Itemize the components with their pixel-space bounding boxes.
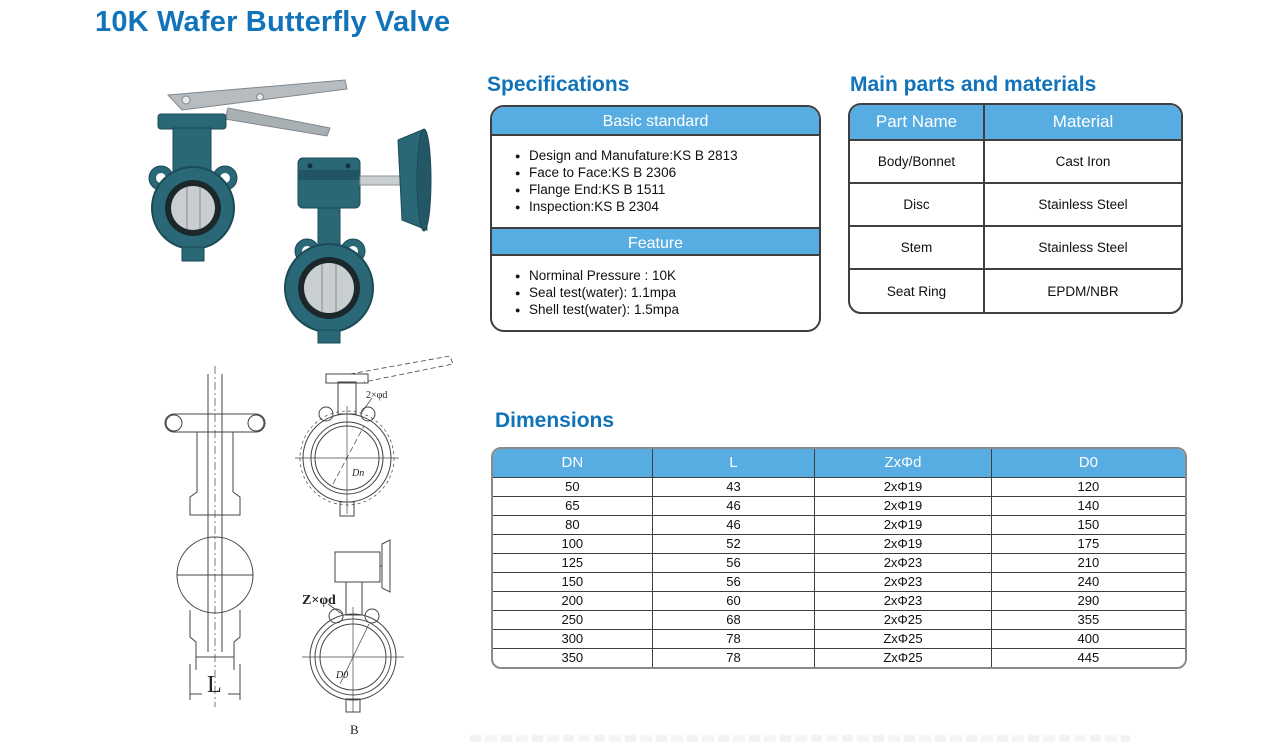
valve-neck (173, 128, 211, 172)
dimensions-table-wrap (491, 447, 1187, 669)
table-cell: 120 (991, 477, 1185, 496)
technical-drawing (150, 352, 470, 742)
dimensions-heading: Dimensions (495, 409, 615, 432)
feature-list (492, 256, 819, 330)
feature-header: Feature (492, 227, 819, 256)
table-cell: 2xΦ23 (815, 553, 991, 572)
table-cell: 355 (991, 610, 1185, 629)
front-view-gear-drawing (302, 540, 404, 712)
header-cell: ZxΦd (815, 449, 991, 477)
table-cell: Disc (850, 183, 984, 226)
header-cell: Part Name (850, 105, 984, 140)
table-cell: 65 (493, 496, 652, 515)
table-cell: 250 (493, 610, 652, 629)
header-cell: Material (984, 105, 1181, 140)
table-cell: 50 (493, 477, 652, 496)
front-view-lever-drawing (295, 356, 453, 516)
table-row (493, 553, 1185, 572)
dimensions-table-body (493, 477, 1185, 667)
table-cell: 78 (652, 648, 815, 667)
dimensions-header-row (493, 449, 1185, 477)
spec-bullet-item: ● Face to Face:KS B 2306 (515, 164, 811, 181)
table-cell: 56 (652, 572, 815, 591)
valve-foot (318, 330, 340, 343)
table-cell: 80 (493, 515, 652, 534)
table-cell: 150 (493, 572, 652, 591)
table-cell: Stainless Steel (984, 226, 1181, 269)
spec-bullet-item: ● Seal test(water): 1.1mpa (515, 284, 811, 301)
lever-hole (182, 96, 190, 104)
dimension-label-dn: Dn (352, 468, 365, 479)
table-row (850, 183, 1181, 226)
table-cell: 2xΦ23 (815, 572, 991, 591)
spec-bullet-item: ● Design and Manufature:KS B 2813 (515, 147, 811, 164)
dimensions-table (493, 449, 1185, 667)
table-cell: 78 (652, 629, 815, 648)
handwheel-rim (417, 129, 431, 231)
gear-shaft (360, 176, 400, 185)
cutoff-footnote-text (470, 735, 1130, 742)
table-cell: 46 (652, 515, 815, 534)
dimension-label-2xphid: 2×φd (366, 390, 388, 401)
table-cell: ZxΦ25 (815, 629, 991, 648)
table-cell: EPDM/NBR (984, 269, 1181, 312)
table-row (493, 648, 1185, 667)
product-photo (140, 70, 470, 345)
basic-standard-list (492, 136, 819, 227)
table-row (850, 269, 1181, 312)
valve-foot (182, 247, 204, 261)
table-cell: Cast Iron (984, 140, 1181, 183)
parts-table (850, 105, 1181, 312)
side-view-drawing (165, 366, 265, 707)
gear-valve-photo (285, 129, 431, 343)
table-cell: 140 (991, 496, 1185, 515)
table-cell: 43 (652, 477, 815, 496)
table-cell: 445 (991, 648, 1185, 667)
table-cell: Stainless Steel (984, 183, 1181, 226)
table-row (493, 534, 1185, 553)
table-cell: Seat Ring (850, 269, 984, 312)
table-row (850, 226, 1181, 269)
table-cell: 56 (652, 553, 815, 572)
specifications-heading: Specifications (487, 73, 630, 96)
table-row (850, 140, 1181, 183)
header-cell: D0 (991, 449, 1185, 477)
spec-bullet-item: ● Flange End:KS B 1511 (515, 181, 811, 198)
table-cell: 240 (991, 572, 1185, 591)
table-cell: 150 (991, 515, 1185, 534)
table-cell: 68 (652, 610, 815, 629)
table-cell: 52 (652, 534, 815, 553)
table-cell: Stem (850, 226, 984, 269)
parts-heading: Main parts and materials (850, 73, 1097, 96)
table-row (493, 477, 1185, 496)
parts-header-row (850, 105, 1181, 140)
table-cell: 200 (493, 591, 652, 610)
valve-disc (304, 263, 354, 313)
header-cell: L (652, 449, 815, 477)
lever-hole (257, 94, 264, 101)
table-row (493, 515, 1185, 534)
table-cell: 400 (991, 629, 1185, 648)
table-cell: 100 (493, 534, 652, 553)
spec-bullet-item: ● Norminal Pressure : 10K (515, 267, 811, 284)
table-cell: 2xΦ19 (815, 534, 991, 553)
table-cell: 210 (991, 553, 1185, 572)
table-cell: ZxΦ25 (815, 648, 991, 667)
dimension-label-zxphid: Z×φd (302, 593, 336, 608)
table-cell: 60 (652, 591, 815, 610)
specifications-box (490, 105, 821, 332)
table-cell: 175 (991, 534, 1185, 553)
spec-bullet-item: ● Inspection:KS B 2304 (515, 198, 811, 215)
table-cell: 300 (493, 629, 652, 648)
table-cell: 125 (493, 553, 652, 572)
dimension-label-d0: D0 (336, 670, 349, 681)
table-cell: 46 (652, 496, 815, 515)
table-cell: 2xΦ19 (815, 477, 991, 496)
table-cell: 2xΦ23 (815, 591, 991, 610)
table-cell: 2xΦ25 (815, 610, 991, 629)
table-cell: 350 (493, 648, 652, 667)
table-cell: 2xΦ19 (815, 515, 991, 534)
spec-bullet-item: ● Shell test(water): 1.5mpa (515, 301, 811, 318)
parts-table-wrap (848, 103, 1183, 314)
parts-table-body (850, 140, 1181, 312)
dimension-label-b: B (350, 722, 359, 737)
table-cell: 290 (991, 591, 1185, 610)
gearbox (298, 158, 360, 208)
page-title: 10K Wafer Butterfly Valve (95, 6, 451, 38)
table-row (493, 610, 1185, 629)
table-row (493, 629, 1185, 648)
table-row (493, 591, 1185, 610)
table-cell: 2xΦ19 (815, 496, 991, 515)
table-row (493, 572, 1185, 591)
lever-trigger (225, 108, 330, 136)
basic-standard-header: Basic standard (492, 107, 819, 136)
dimension-label-l: L (207, 672, 222, 698)
table-row (493, 496, 1185, 515)
valve-disc (171, 186, 215, 230)
valve-top-plate (158, 114, 226, 129)
table-cell: Body/Bonnet (850, 140, 984, 183)
header-cell: DN (493, 449, 652, 477)
